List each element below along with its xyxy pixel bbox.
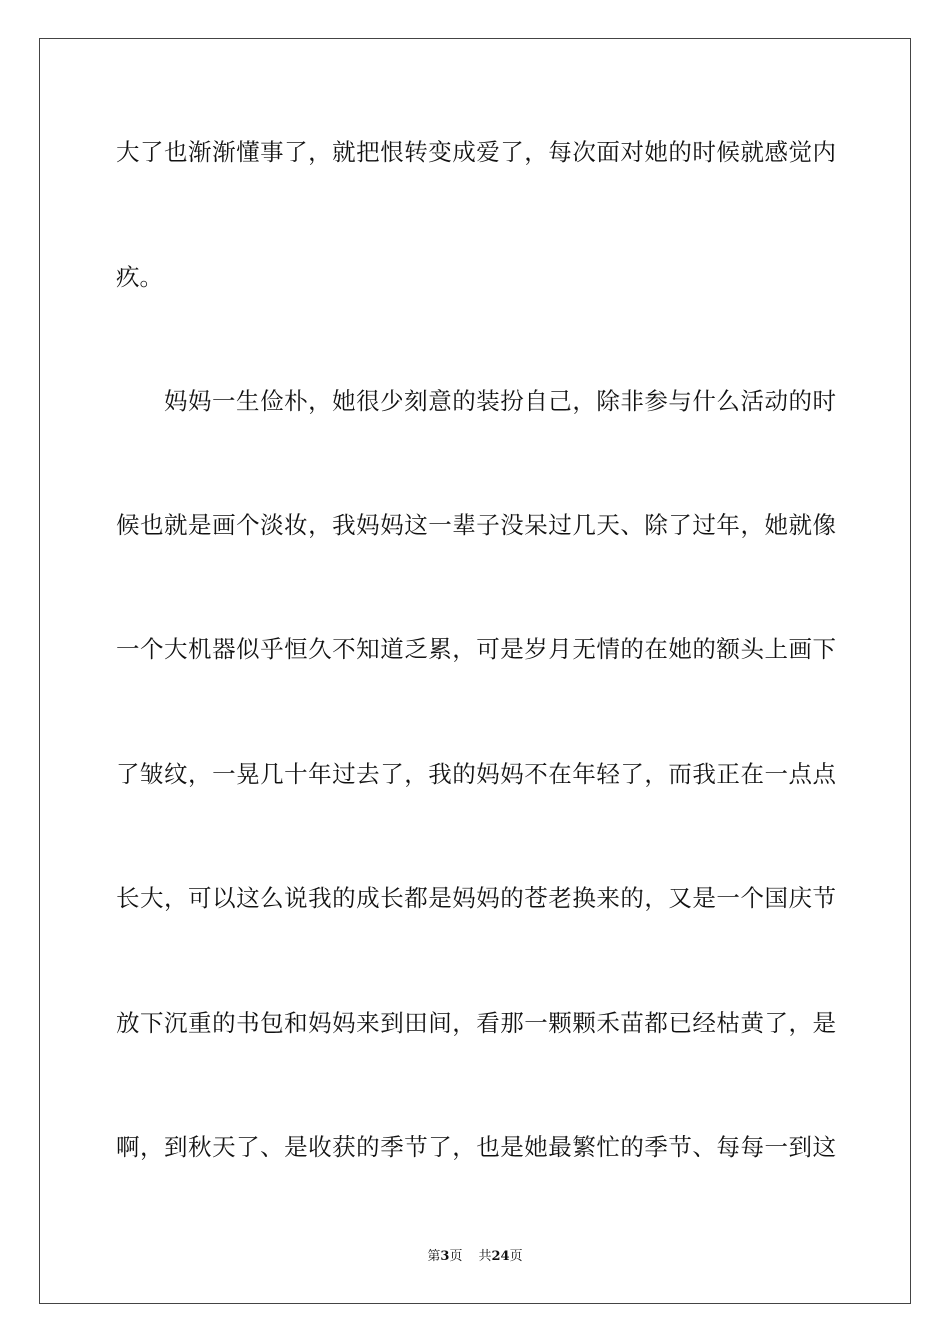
page-number: 3 (440, 1249, 450, 1264)
text-line-2: 疚。 (116, 263, 163, 291)
total-prefix: 共 (478, 1249, 492, 1264)
page-footer (0, 1248, 950, 1266)
page-border (39, 38, 911, 1304)
text-line-9: 啊，到秋天了、是收获的季节了，也是她最繁忙的季节、每每一到这 (116, 1133, 836, 1161)
text-line-1: 大了也渐渐懂事了，就把恨转变成爱了，每次面对她的时候就感觉内 (116, 138, 836, 166)
text-line-8: 放下沉重的书包和妈妈来到田间，看那一颗颗禾苗都已经枯黄了，是 (116, 1009, 836, 1037)
page-suffix: 页 (449, 1249, 463, 1264)
page-prefix: 第 (427, 1249, 441, 1264)
text-line-4: 候也就是画个淡妆，我妈妈这一辈子没呆过几天、除了过年，她就像 (116, 511, 836, 539)
total-pages: 24 (491, 1249, 510, 1264)
text-line-6: 了皱纹，一晃几十年过去了，我的妈妈不在年轻了，而我正在一点点 (116, 760, 836, 788)
text-line-7: 长大，可以这么说我的成长都是妈妈的苍老换来的，又是一个国庆节 (116, 884, 836, 912)
total-suffix: 页 (509, 1249, 523, 1264)
paragraph-start-line: 妈妈一生俭朴，她很少刻意的装扮自己，除非参与什么活动的时 (164, 387, 836, 415)
text-line-5: 一个大机器似乎恒久不知道乏累，可是岁月无情的在她的额头上画下 (116, 635, 836, 663)
